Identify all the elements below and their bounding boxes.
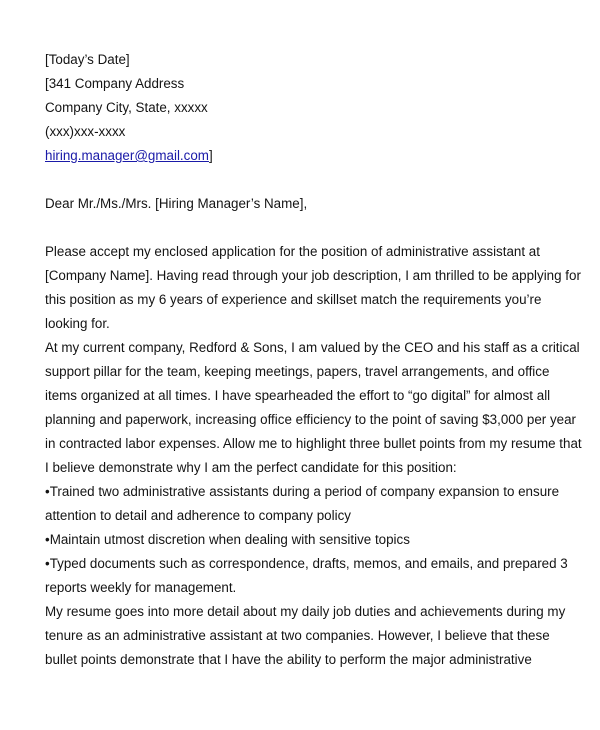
paragraph-line: this position as my 6 years of experience and skillset match the requirements you’re — [45, 292, 542, 307]
spacer — [45, 168, 585, 192]
paragraph-line: bullet points demonstrate that I have the ability to perform the major administrative — [45, 652, 532, 667]
email-bracket: ] — [208, 148, 213, 163]
bullet-item: •Maintain utmost discretion when dealing with sensitive topics — [45, 532, 410, 547]
email-line — [45, 144, 585, 168]
bullet-item-continuation: attention to detail and adherence to company policy — [45, 508, 351, 523]
bullet-item-continuation: reports weekly for management. — [45, 580, 237, 595]
paragraph-line: My resume goes into more detail about my daily job duties and achievements during my — [45, 604, 566, 619]
paragraph-line: At my current company, Redford & Sons, I am valued by the CEO and his staff as a critical — [45, 340, 580, 355]
paragraph-line: [Company Name]. Having read through your job description, I am thrilled to be applying for — [45, 268, 581, 283]
paragraph-line: tenure as an administrative assistant at two companies. However, I believe that these — [45, 628, 550, 643]
paragraph-line: Please accept my enclosed application for the position of administrative assistant at — [45, 244, 540, 259]
cover-letter-page — [45, 48, 585, 672]
paragraph-experience — [45, 336, 585, 480]
paragraph-closing — [45, 600, 585, 672]
salutation: Dear Mr./Ms./Mrs. [Hiring Manager’s Name], — [45, 196, 308, 211]
address-line-2: Company City, State, xxxxx — [45, 100, 208, 115]
sender-header — [45, 48, 585, 168]
paragraph-line: support pillar for the team, keeping meetings, papers, travel arrangements, and office — [45, 364, 550, 379]
bullet-item: •Trained two administrative assistants during a period of company expansion to ensure — [45, 484, 560, 499]
email-link[interactable]: hiring.manager@gmail.com — [45, 148, 209, 163]
paragraph-line: planning and paperwork, increasing office efficiency to the point of saving $3,000 per year — [45, 412, 577, 427]
phone-line: (xxx)xxx-xxxx — [45, 124, 126, 139]
bullet-list — [45, 480, 585, 600]
paragraph-line: looking for. — [45, 316, 110, 331]
paragraph-line: items organized at all times. I have spearheaded the effort to “go digital” for almost all — [45, 388, 551, 403]
bullet-item: •Typed documents such as correspondence, drafts, memos, and emails, and prepared 3 — [45, 556, 568, 571]
spacer — [45, 216, 585, 240]
paragraph-line: in contracted labor expenses. Allow me to highlight three bullet points from my resume that — [45, 436, 582, 451]
paragraph-line: I believe demonstrate why I am the perfect candidate for this position: — [45, 460, 457, 475]
paragraph-intro — [45, 240, 585, 336]
address-line-1: [341 Company Address — [45, 76, 185, 91]
date-line: [Today’s Date] — [45, 52, 130, 67]
